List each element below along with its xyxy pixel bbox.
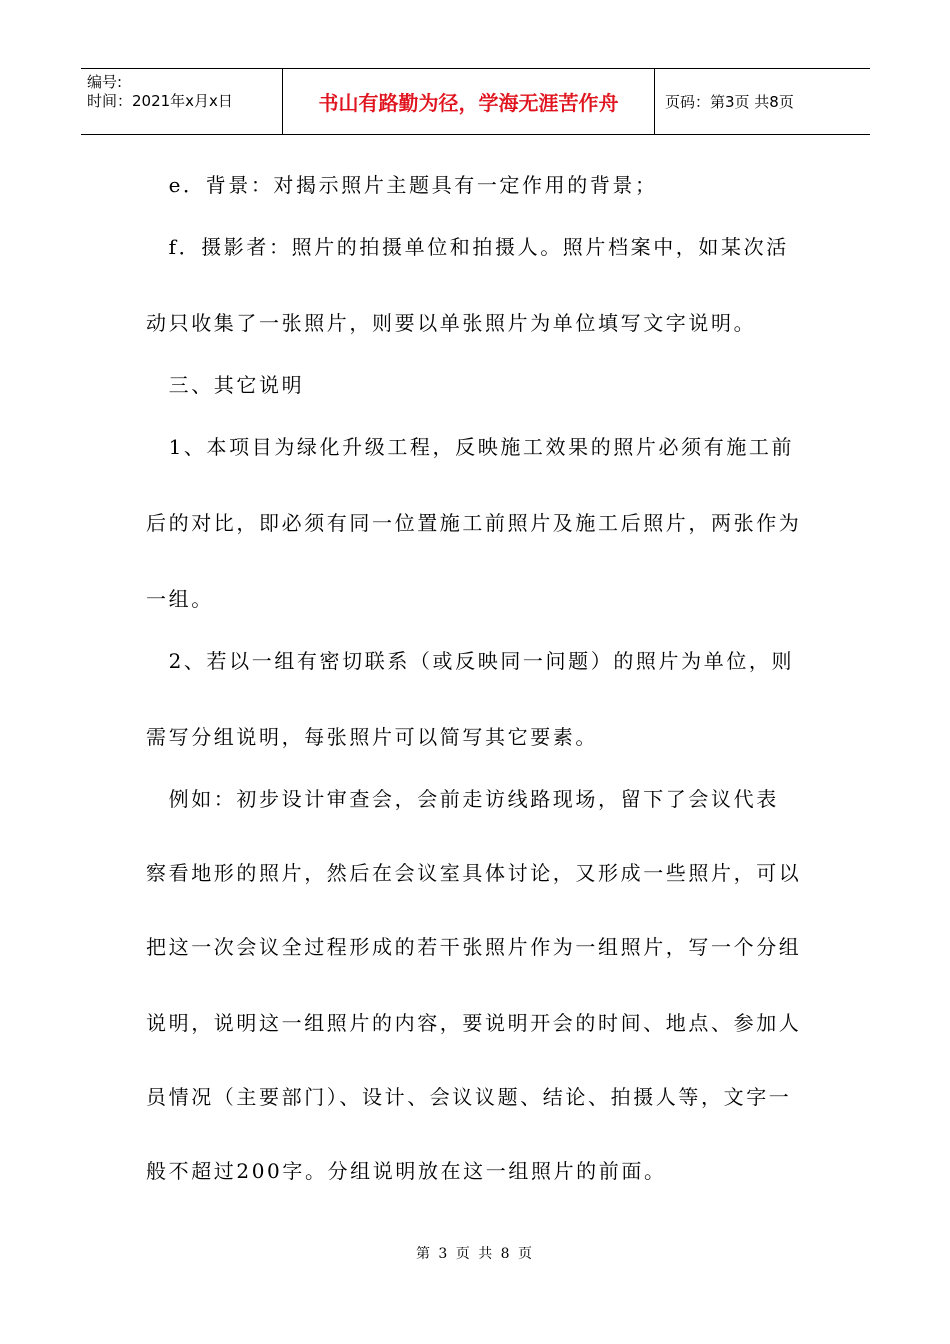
body-line: e．背景：对揭示照片主题具有一定作用的背景； — [146, 173, 658, 197]
header-meta — [81, 69, 283, 134]
body-line: 察看地形的照片，然后在会议室具体讨论，又形成一些照片，可以 — [146, 861, 802, 885]
document-number-label: 编号: — [87, 73, 123, 91]
body-line: 需写分组说明，每张照片可以简写其它要素。 — [146, 725, 598, 749]
page-header — [81, 68, 870, 135]
body-line: 1、本项目为绿化升级工程，反映施工效果的照片必须有施工前 — [146, 435, 795, 459]
page-footer: 第 3 页 共 8 页 — [415, 1246, 535, 1262]
document-date: 时间：2021年x月x日 — [87, 92, 233, 110]
body-line: 一组。 — [146, 587, 214, 611]
body-line: f．摄影者：照片的拍摄单位和拍摄人。照片档案中，如某次活 — [146, 235, 789, 259]
body-line: 般不超过200字。分组说明放在这一组照片的前面。 — [146, 1159, 667, 1183]
header-page-info: 页码：第3页 共8页 — [665, 93, 794, 111]
header-motto: 书山有路勤为径，学海无涯苦作舟 — [283, 69, 655, 134]
body-line: 后的对比，即必须有同一位置施工前照片及施工后照片，两张作为 — [146, 511, 802, 535]
body-line: 动只收集了一张照片，则要以单张照片为单位填写文字说明。 — [146, 311, 757, 335]
body-line: 把这一次会议全过程形成的若干张照片作为一组照片，写一个分组 — [146, 935, 802, 959]
body-line: 例如：初步设计审查会，会前走访线路现场，留下了会议代表 — [146, 787, 779, 811]
body-line: 说明，说明这一组照片的内容，要说明开会的时间、地点、参加人 — [146, 1011, 802, 1035]
section-heading: 三、其它说明 — [146, 373, 305, 397]
body-line: 2、若以一组有密切联系（或反映同一问题）的照片为单位，则 — [146, 649, 795, 673]
body-line: 员情况（主要部门）、设计、会议议题、结论、拍摄人等，文字一 — [146, 1085, 792, 1109]
